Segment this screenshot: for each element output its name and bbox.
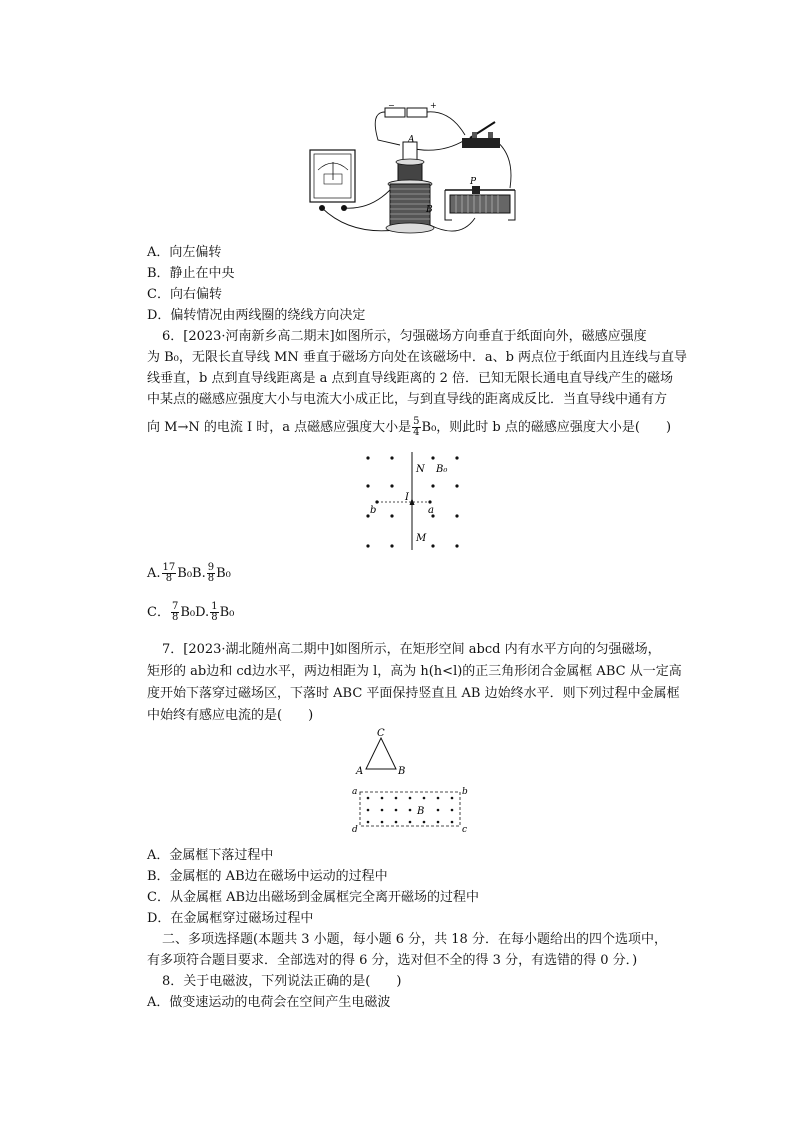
q7-option-c: C．从金属框 AB边出磁场到金属框完全离开磁场的过程中 (147, 890, 480, 905)
q6-c-frac (171, 602, 179, 623)
q6-d-den: 8 (211, 612, 218, 623)
current-i-label: I (405, 492, 409, 503)
q7-line-2: 矩形的 ab边和 cd边水平，两边相距为 l，高为 h(h<l)的正三角形闭合金属框 ABC 从一定高 (147, 664, 682, 679)
q6-d-unit: B₀ (219, 605, 235, 620)
q6-fraction (412, 417, 420, 438)
corner-d-label: d (352, 825, 358, 835)
q6-b-frac (207, 563, 215, 584)
corner-a-label: a (352, 787, 358, 797)
field-b0-label: B₀ (436, 464, 448, 475)
q6-a-unit: B₀ (177, 566, 193, 581)
q6-line-5 (147, 417, 671, 438)
field-b-label: B (417, 806, 425, 817)
q7-line-1: 7．[2023·湖北随州高二期中]如图所示，在矩形空间 abcd 内有水平方向的匀强磁场， (162, 642, 661, 657)
q6-d-num: 1 (211, 601, 218, 612)
q6-a-den: 8 (165, 573, 173, 584)
q5-option-b: B．静止在中央 (147, 266, 235, 281)
q6-b-prefix: B. (192, 566, 206, 581)
point-a-label: a (428, 505, 434, 516)
circuit-figure (300, 100, 525, 242)
coil-b-label: B (426, 205, 433, 215)
q7-option-d: D．在金属框穿过磁场过程中 (147, 911, 314, 926)
section2-line-2: 有多项符合题目要求．全部选对的得 6 分，选对但不全的得 3 分，有选错的得 0 分．) (147, 953, 638, 968)
vertex-c-label: C (377, 728, 385, 739)
point-b-label: b (370, 505, 377, 516)
q6-line-2: 为 B₀，无限长直导线 MN 垂直于磁场方向处在该磁场中．a、b 两点位于纸面内且连线与直导 (147, 350, 688, 365)
vertex-b-label: B (398, 766, 406, 777)
corner-c-label: c (462, 825, 468, 835)
corner-b-label: b (462, 787, 468, 797)
q6-c-prefix: C． (147, 605, 170, 620)
q5-option-a: A．向左偏转 (147, 245, 222, 260)
q5-option-d: D．偏转情况由两线圈的绕线方向决定 (147, 308, 366, 323)
field-wire-figure (360, 450, 470, 552)
q6-last-suffix: B₀，则此时 b 点的磁感应强度大小是( ) (421, 420, 672, 435)
q7-option-a: A．金属框下落过程中 (147, 848, 274, 863)
battery-plus: + (430, 101, 437, 110)
q6-line-1: 6．[2023·河南新乡高二期末]如图所示，匀强磁场方向垂直于纸面向外，磁感应强度 (162, 329, 647, 344)
q6-c-num: 7 (171, 601, 179, 612)
wire-m-label: M (416, 533, 427, 544)
q6-a-num: 17 (162, 562, 176, 573)
q8-option-a: A．做变速运动的电荷会在空间产生电磁波 (147, 995, 391, 1010)
q6-a-frac (162, 563, 177, 584)
vertex-a-label: A (356, 766, 364, 777)
q6-b-den: 8 (207, 573, 215, 584)
q6-line-3: 线垂直，b 点到直导线距离是 a 点到直导线距离的 2 倍．已知无限长通电直导线产生的磁场 (147, 371, 674, 386)
wire-n-label: N (416, 464, 425, 475)
q6-d-frac (210, 602, 218, 623)
q6-b-num: 9 (207, 562, 215, 573)
q7-option-b: B．金属框的 AB边在磁场中运动的过程中 (147, 869, 388, 884)
q8-stem: 8．关于电磁波，下列说法正确的是( ) (162, 974, 402, 989)
coil-a-label: A (408, 135, 415, 145)
battery-minus: − (388, 101, 395, 110)
q6-a-prefix: A. (147, 566, 161, 581)
q5-option-c: C．向右偏转 (147, 287, 222, 302)
q6-line-4: 中某点的磁感应强度大小与电流大小成正比，与到直导线的距离成反比．当直导线中通有方 (147, 392, 668, 407)
q7-line-4: 中始终有感应电流的是( ) (147, 708, 314, 723)
q7-line-3: 度开始下落穿过磁场区，下落时 ABC 平面保持竖直且 AB 边始终水平．则下列过程中金属框 (147, 686, 680, 701)
q6-options-ab (147, 563, 231, 584)
triangle-field-figure (350, 726, 475, 838)
q6-last-prefix: 向 M→N 的电流 I 时，a 点磁感应强度大小是 (147, 420, 412, 435)
section2-line-1: 二、多项选择题(本题共 3 小题，每小题 6 分，共 18 分．在每小题给出的四个选项中， (162, 932, 667, 947)
q6-d-prefix: D. (195, 605, 210, 620)
q6-c-unit: B₀ (180, 605, 196, 620)
slider-p-label: P (470, 177, 477, 187)
q6-frac-den: 4 (413, 427, 420, 438)
q6-b-unit: B₀ (216, 566, 231, 581)
q6-c-den: 8 (171, 612, 179, 623)
q6-options-cd (147, 602, 234, 623)
q6-frac-num: 5 (413, 416, 420, 427)
